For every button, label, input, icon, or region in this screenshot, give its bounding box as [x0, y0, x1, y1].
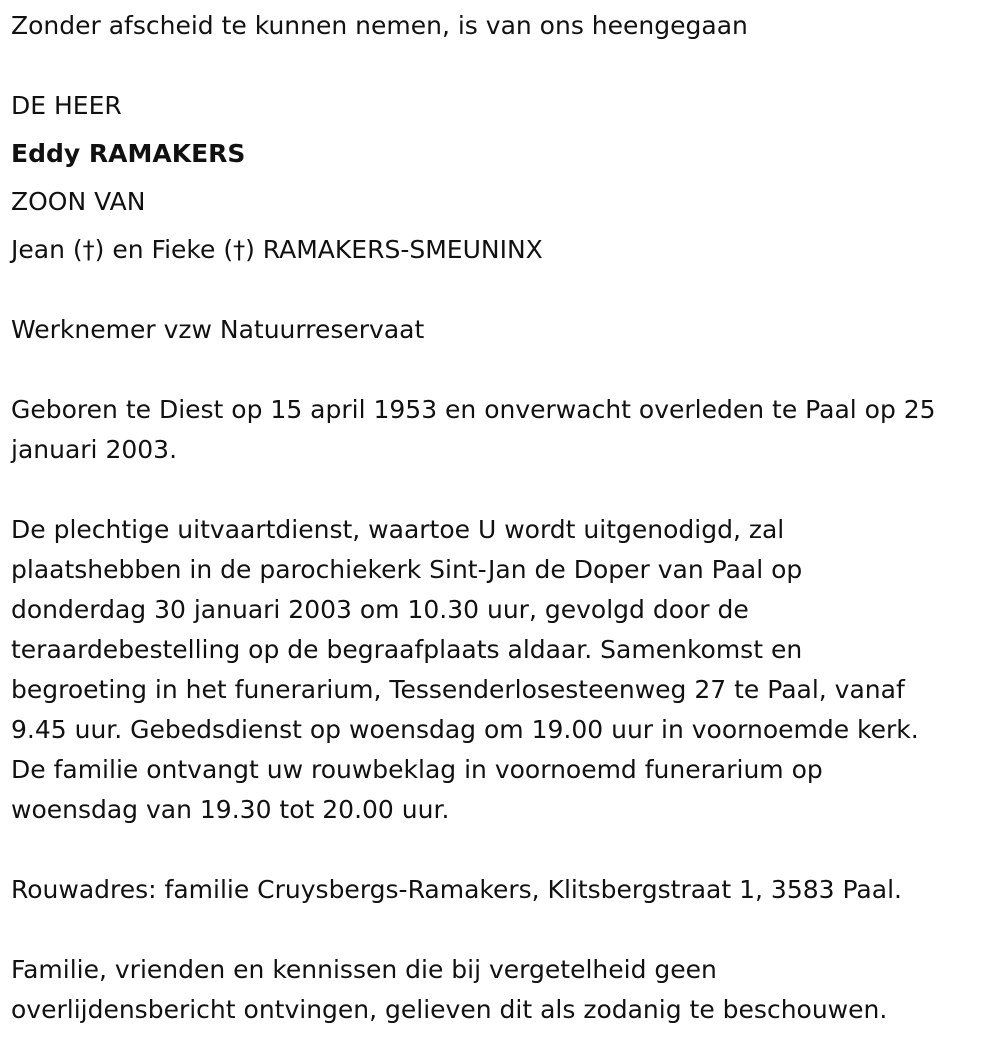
deceased-name: Eddy RAMAKERS: [11, 139, 246, 168]
paragraph-line: plaatshebben in de parochiekerk Sint-Jan de Doper van Paal op: [11, 555, 803, 584]
occupation-line: Werknemer vzw Natuurreservaat: [11, 315, 425, 344]
parents-surname: RAMAKERS-SMEUNINX: [262, 235, 543, 264]
conjunction: en: [112, 235, 144, 264]
paragraph-line: woensdag van 19.30 tot 20.00 uur.: [11, 795, 450, 824]
paragraph-line: Geboren te Diest op 15 april 1953 en onverwacht overleden te Paal op 25: [11, 395, 936, 424]
parents-line: Jean (†) en Fieke (†) RAMAKERS-SMEUNINX: [11, 235, 543, 264]
paragraph-line: begroeting in het funerarium, Tessenderlosesteenweg 27 te Paal, vanaf: [11, 675, 905, 704]
title-prefix: DE HEER: [11, 91, 122, 120]
relation-line: ZOON VAN: [11, 187, 146, 216]
paragraph-line: januari 2003.: [11, 435, 178, 464]
opening-line: Zonder afscheid te kunnen nemen, is van ons heengegaan: [11, 11, 748, 40]
mourning-address: Rouwadres: familie Cruysbergs-Ramakers, Klitsbergstraat 1, 3583 Paal.: [11, 875, 902, 904]
paragraph-line: 9.45 uur. Gebedsdienst op woensdag om 19.00 uur in voornoemde kerk.: [11, 715, 919, 744]
cross-icon: †: [233, 236, 246, 264]
paragraph-line: Familie, vrienden en kennissen die bij vergetelheid geen: [11, 955, 717, 984]
father-name: Jean: [11, 235, 65, 264]
paragraph-line: donderdag 30 januari 2003 om 10.30 uur, gevolgd door de: [11, 595, 749, 624]
paragraph-line: teraardebestelling op de begraafplaats aldaar. Samenkomst en: [11, 635, 803, 664]
mother-name: Fieke: [151, 235, 216, 264]
paragraph-line: De familie ontvangt uw rouwbeklag in voornoemd funerarium op: [11, 755, 823, 784]
paragraph-line: De plechtige uitvaartdienst, waartoe U wordt uitgenodigd, zal: [11, 515, 785, 544]
cross-icon: †: [82, 236, 95, 264]
paragraph-line: overlijdensbericht ontvingen, gelieven dit als zodanig te beschouwen.: [11, 995, 888, 1024]
